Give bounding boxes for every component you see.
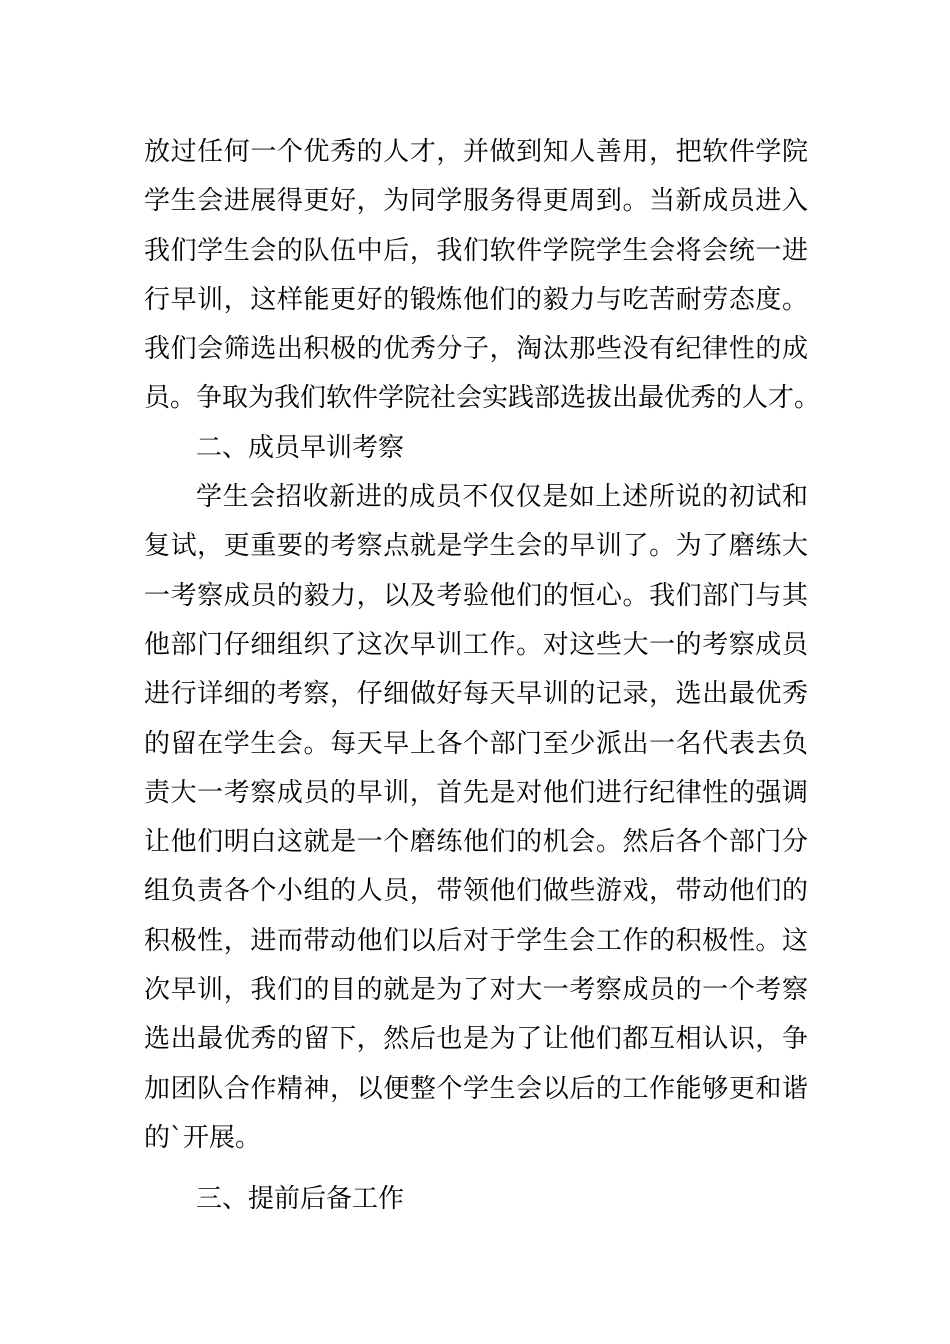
text-line-content: 行早训，这样能更好的锻炼他们的毅力与吃苦耐劳态度。 [144, 284, 808, 315]
text-line [144, 867, 808, 916]
text-line-content: 一考察成员的毅力，以及考验他们的恒心。我们部门与其 [144, 580, 808, 611]
text-line-content: 我们会筛选出积极的优秀分子，淘汰那些没有纪律性的成 [144, 334, 808, 365]
text-line [144, 670, 808, 719]
section-heading-text: 三、提前后备工作 [196, 1184, 405, 1215]
text-line-content: 责大一考察成员的早训，首先是对他们进行纪律性的强调 [144, 777, 808, 808]
text-line [144, 374, 821, 423]
text-line-content: 加团队合作精神，以便整个学生会以后的工作能够更和谐 [144, 1073, 808, 1104]
text-line-content: 放过任何一个优秀的人才，并做到知人善用，把软件学院 [144, 137, 808, 167]
document-body [144, 128, 821, 1225]
text-line-content: 员。争取为我们软件学院社会实践部选拔出最优秀的人才。 [144, 383, 821, 414]
text-line-content: 的`开展。 [144, 1122, 262, 1153]
text-line [144, 572, 808, 621]
text-line-content: 组负责各个小组的人员，带领他们做些游戏，带动他们的 [144, 876, 808, 907]
text-line [144, 818, 808, 867]
text-line-content: 次早训，我们的目的就是为了对大一考察成员的一个考察 [144, 975, 808, 1006]
text-line-content: 复试，更重要的考察点就是学生会的早训了。为了磨练大 [144, 531, 808, 562]
text-line-content: 我们学生会的队伍中后，我们软件学院学生会将会统一进 [144, 235, 808, 266]
text-line [144, 1114, 808, 1163]
text-line-content: 选出最优秀的留下，然后也是为了让他们都互相认识，争 [144, 1024, 808, 1055]
text-line-content: 的留在学生会。每天早上各个部门至少派出一名代表去负 [144, 728, 808, 759]
section-heading-3 [144, 1175, 808, 1224]
section-heading-2 [144, 424, 808, 473]
text-line [144, 522, 808, 571]
text-line-content: 让他们明白这就是一个磨练他们的机会。然后各个部门分 [144, 827, 808, 858]
text-line [144, 966, 808, 1015]
text-line [144, 276, 808, 325]
text-line-content: 学生会招收新进的成员不仅仅是如上述所说的初试和 [196, 482, 808, 513]
text-line [144, 128, 808, 177]
text-line [144, 720, 808, 769]
section-heading-text: 二、成员早训考察 [196, 432, 405, 463]
text-line-content: 学生会进展得更好，为同学服务得更周到。当新成员进入 [144, 186, 808, 217]
text-line-content: 进行详细的考察，仔细做好每天早训的记录，选出最优秀 [144, 679, 808, 710]
paragraph-first-line [144, 473, 808, 522]
text-line [144, 621, 808, 670]
text-line [144, 1065, 808, 1114]
text-line [144, 1015, 808, 1064]
text-line [144, 325, 808, 374]
text-line-content: 他部门仔细组织了这次早训工作。对这些大一的考察成员 [144, 629, 808, 660]
text-line [144, 769, 808, 818]
text-line [144, 177, 808, 226]
text-line-content: 积极性，进而带动他们以后对于学生会工作的积极性。这 [144, 925, 808, 956]
text-line [144, 917, 808, 966]
text-line [144, 227, 808, 276]
